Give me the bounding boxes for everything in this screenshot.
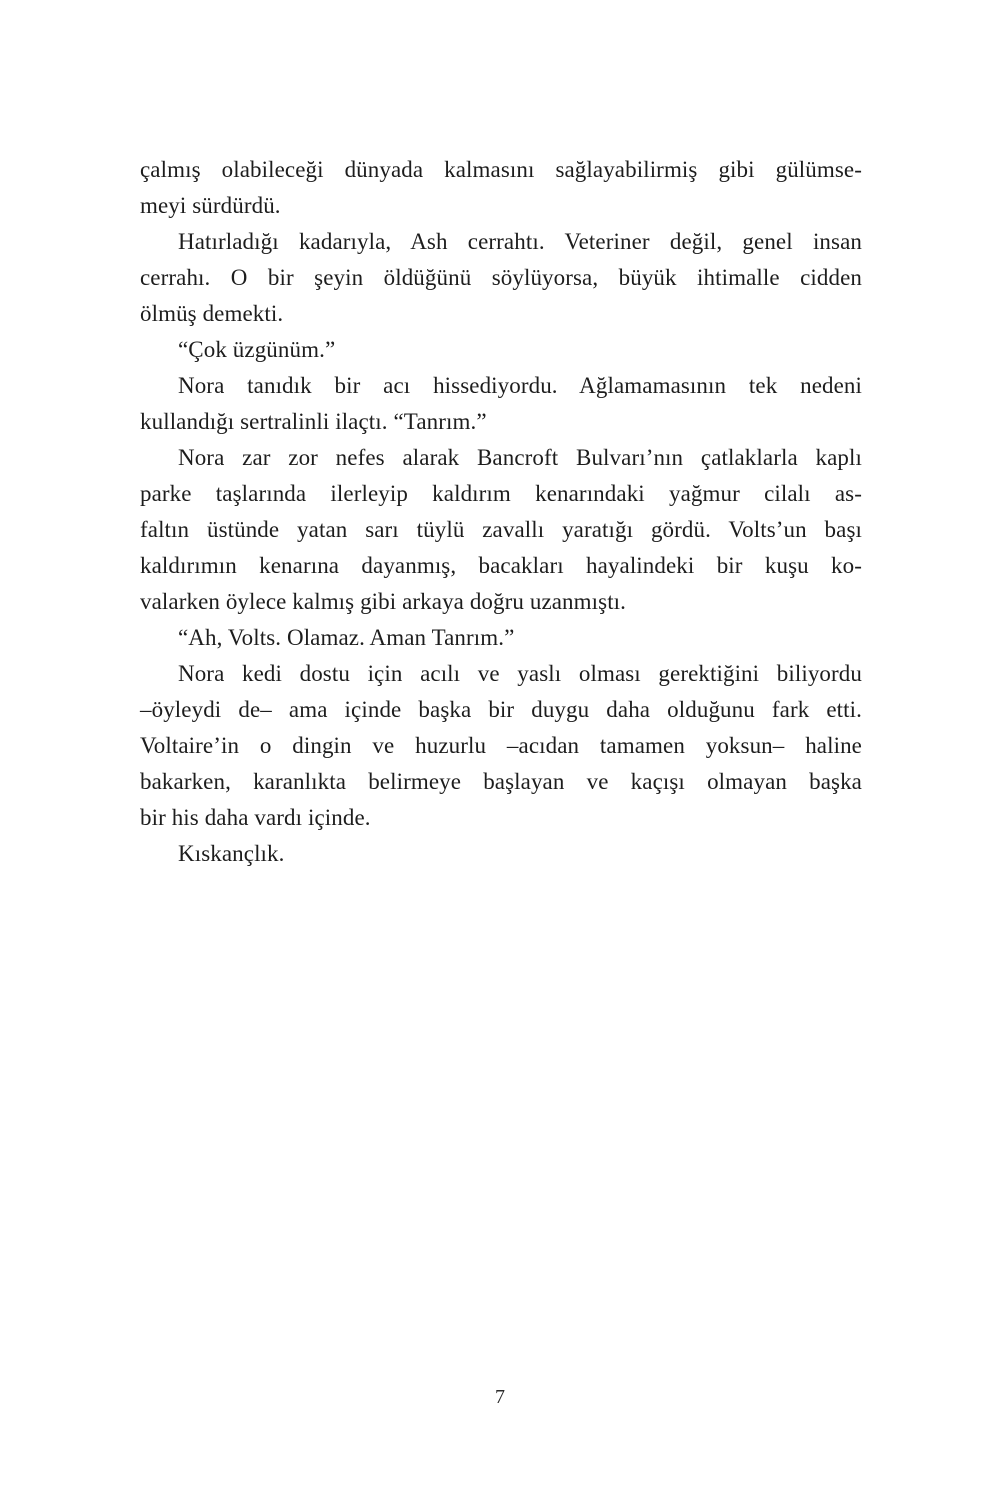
text-line: “Ah, Volts. Olamaz. Aman Tanrım.” [178, 625, 515, 650]
text-line: “Çok üzgünüm.” [178, 337, 336, 362]
text-line: ölmüş demekti. [140, 301, 284, 326]
text-line: cerrahı. O bir şeyin öldüğünü söylüyorsa, büyük ihtimalle cidden [140, 265, 862, 290]
page-number: 7 [495, 1386, 505, 1408]
text-line: meyi sürdürdü. [140, 193, 281, 218]
text-line: bakarken, karanlıkta belirmeye başlayan ve kaçışı olmayan başka [140, 769, 862, 794]
text-line: Nora kedi dostu için acılı ve yaslı olması gerektiğini biliyordu [178, 661, 862, 686]
text-line: çalmış olabileceği dünyada kalmasını sağlayabilirmiş gibi gülümse- [140, 157, 862, 182]
text-line: Voltaire’in o dingin ve huzurlu –acıdan tamamen yoksun– haline [140, 733, 862, 758]
text-line: Kıskançlık. [178, 841, 285, 866]
text-line: valarken öylece kalmış gibi arkaya doğru uzanmıştı. [140, 589, 627, 614]
text-line: Hatırladığı kadarıyla, Ash cerrahtı. Veteriner değil, genel insan [178, 229, 862, 254]
text-line: kullandığı sertralinli ilaçtı. “Tanrım.” [140, 409, 487, 434]
text-line: Nora zar zor nefes alarak Bancroft Bulvarı’nın çatlaklarla kaplı [178, 445, 862, 470]
text-line: kaldırımın kenarına dayanmış, bacakları hayalindeki bir kuşu ko- [140, 553, 862, 578]
page-text [140, 152, 862, 872]
text-line: faltın üstünde yatan sarı tüylü zavallı yaratığı gördü. Volts’un başı [140, 517, 862, 542]
text-line: parke taşlarında ilerleyip kaldırım kenarındaki yağmur cilalı as- [140, 481, 862, 506]
text-line: bir his daha vardı içinde. [140, 805, 371, 830]
text-line: –öyleydi de– ama içinde başka bir duygu daha olduğunu fark etti. [140, 697, 862, 722]
text-line: Nora tanıdık bir acı hissediyordu. Ağlamamasının tek nedeni [178, 373, 862, 398]
